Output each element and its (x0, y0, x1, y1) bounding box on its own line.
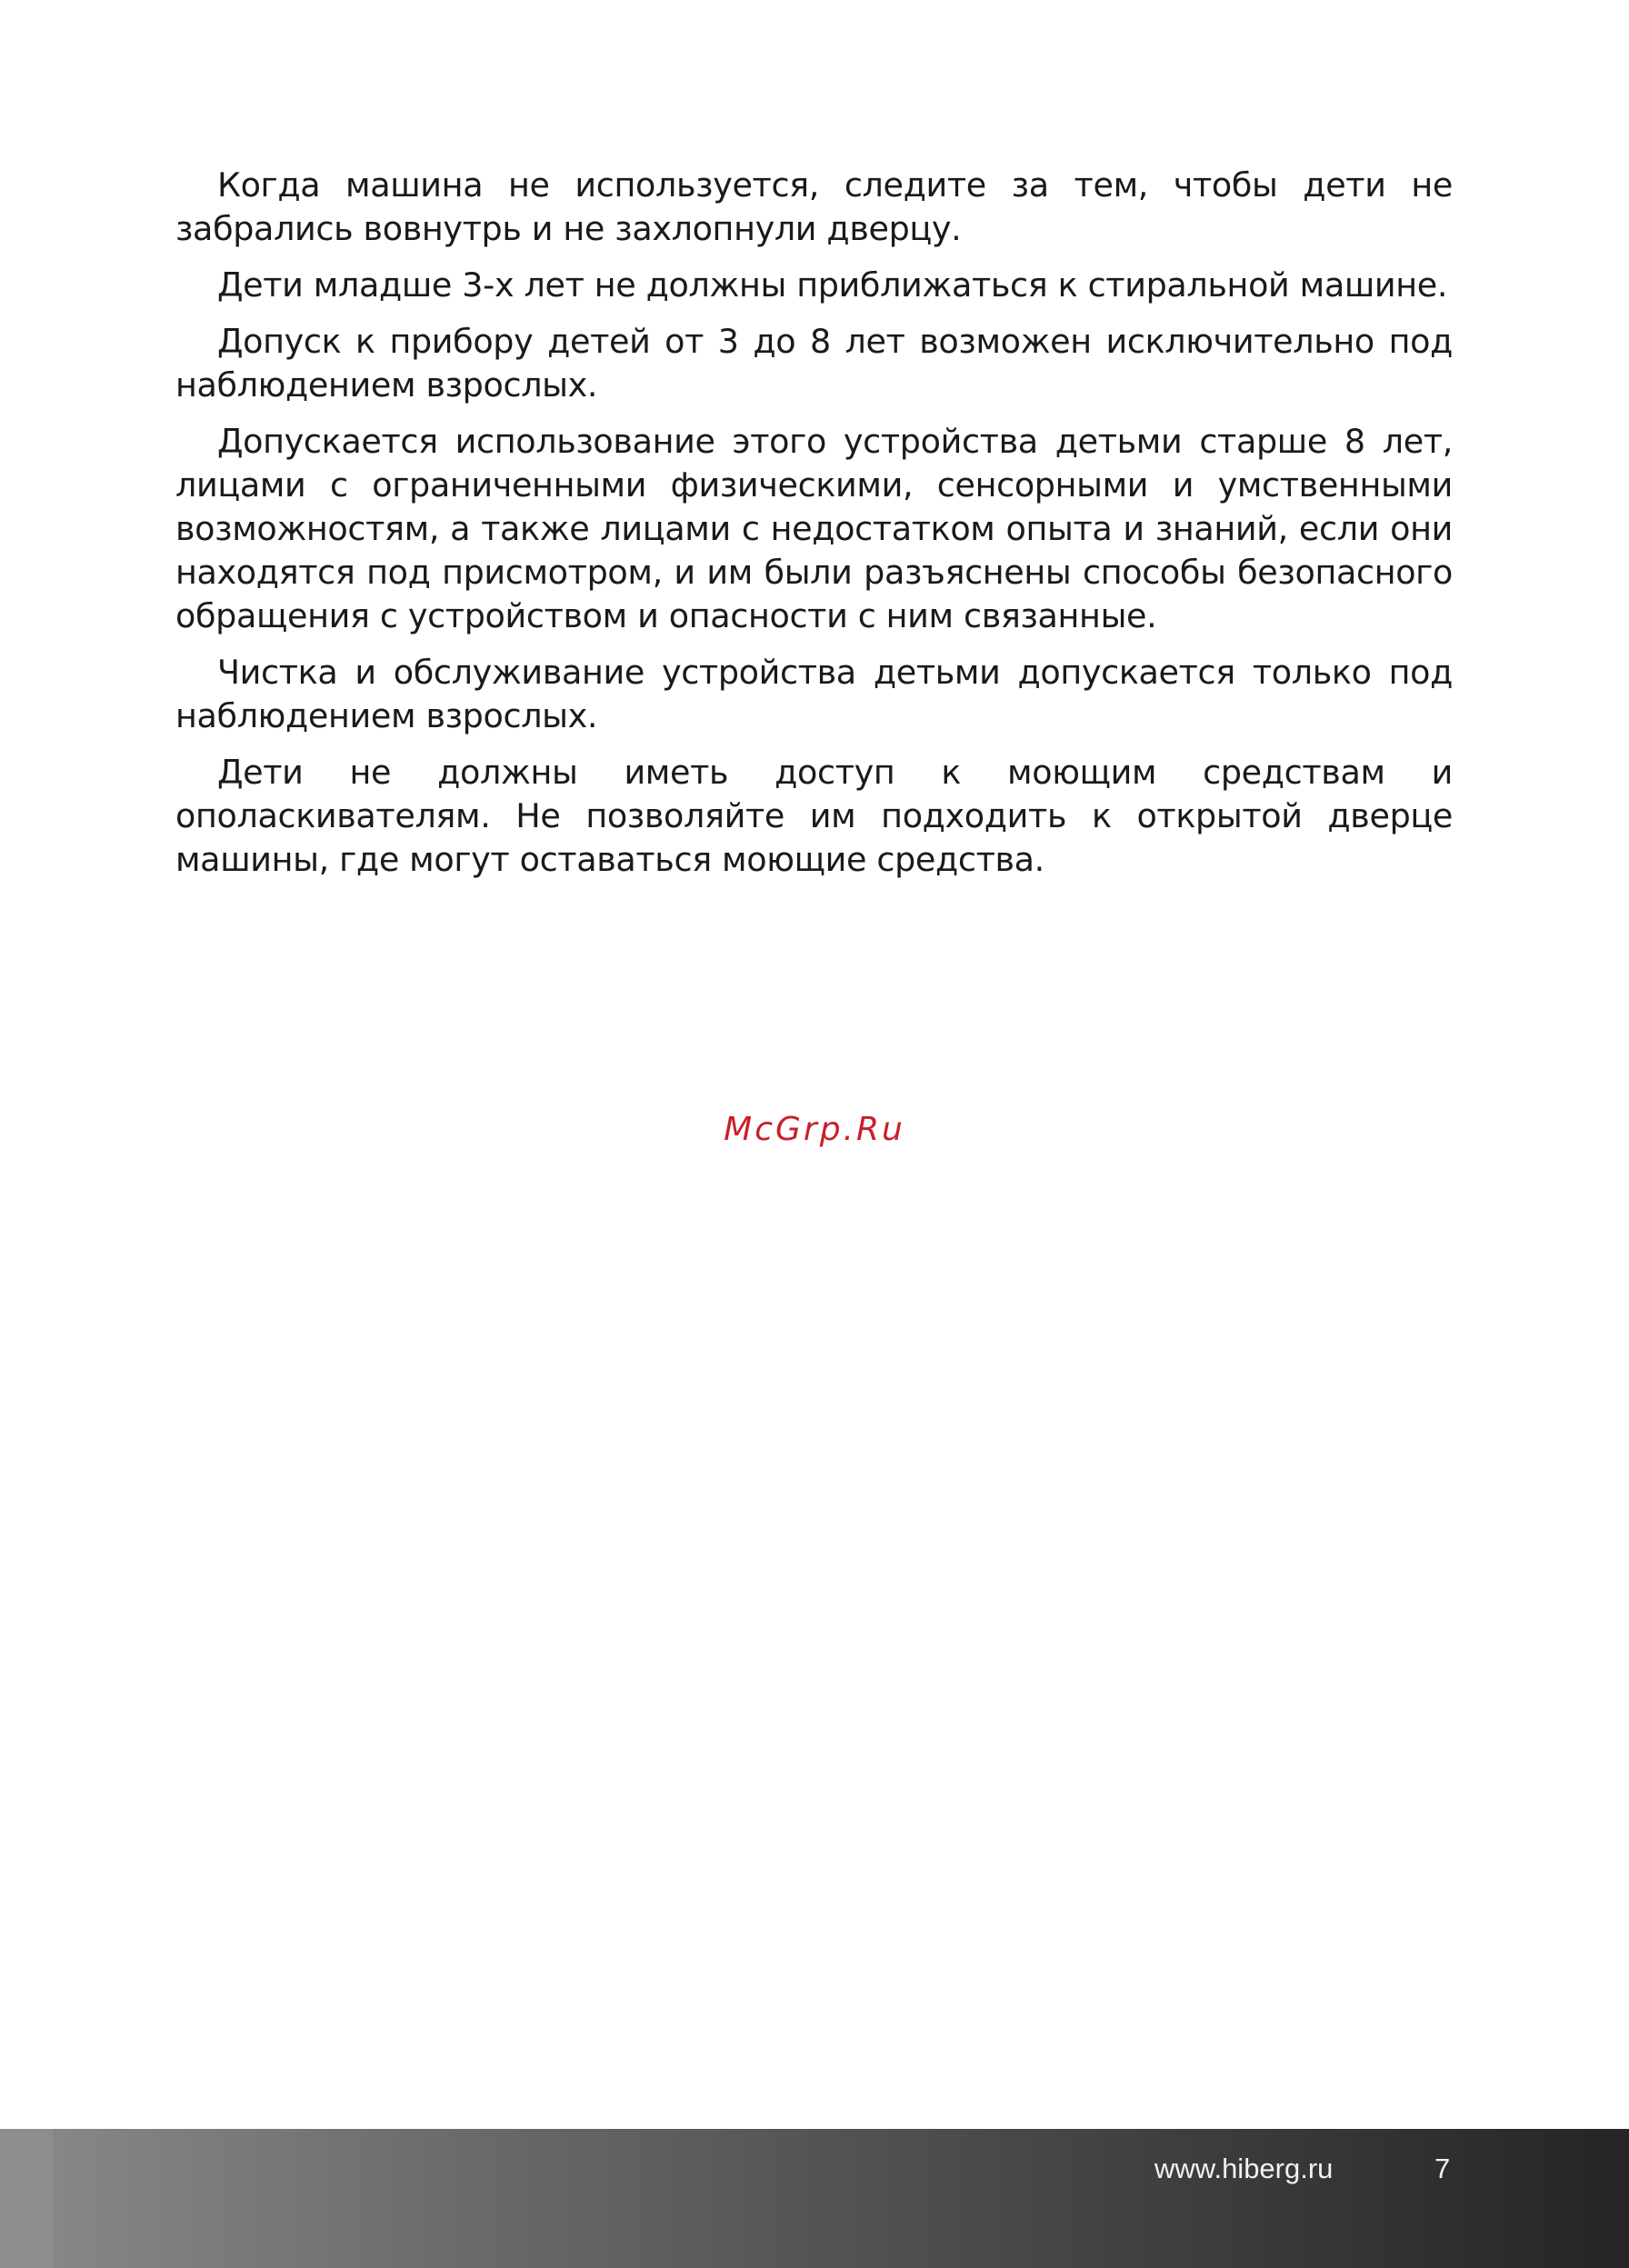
paragraph-detergents: Дети не должны иметь доступ к моющим средствам и ополаскивателям. Не позволяйте им подходить к открытой дверце машины, где могут оставаться моющие средства. (175, 753, 1453, 879)
page-footer (0, 2129, 1629, 2268)
paragraph-over-8: Допускается использование этого устройства детьми старше 8 лет, лицами с ограниченными физическими, сенсорными и умственными возможностям, а также лицами с недостатком опыта и знаний, если они находятся под присмотром, и им были разъяснены способы безопасного обращения с устройством и опасности с ним связанные. (175, 422, 1453, 635)
footer-left-strip (0, 2129, 53, 2268)
paragraph-cleaning: Чистка и обслуживание устройства детьми допускается только под наблюдением взрослых. (175, 653, 1453, 735)
paragraph-3-to-8: Допуск к прибору детей от 3 до 8 лет возможен исключительно под наблюдением взрослых. (175, 322, 1453, 405)
paragraph-door-safety: Когда машина не используется, следите за тем, чтобы дети не забрались вовнутрь и не захлопнули дверцу. (175, 165, 1453, 248)
watermark-link[interactable]: McGrp.Ru (724, 1111, 905, 1148)
footer-website-url[interactable]: www.hiberg.ru (1154, 2153, 1334, 2184)
page-number: 7 (1434, 2153, 1451, 2184)
paragraph-under-3: Дети младше 3-х лет не должны приближаться к стиральной машине. (217, 265, 1448, 305)
document-body (175, 164, 1453, 894)
